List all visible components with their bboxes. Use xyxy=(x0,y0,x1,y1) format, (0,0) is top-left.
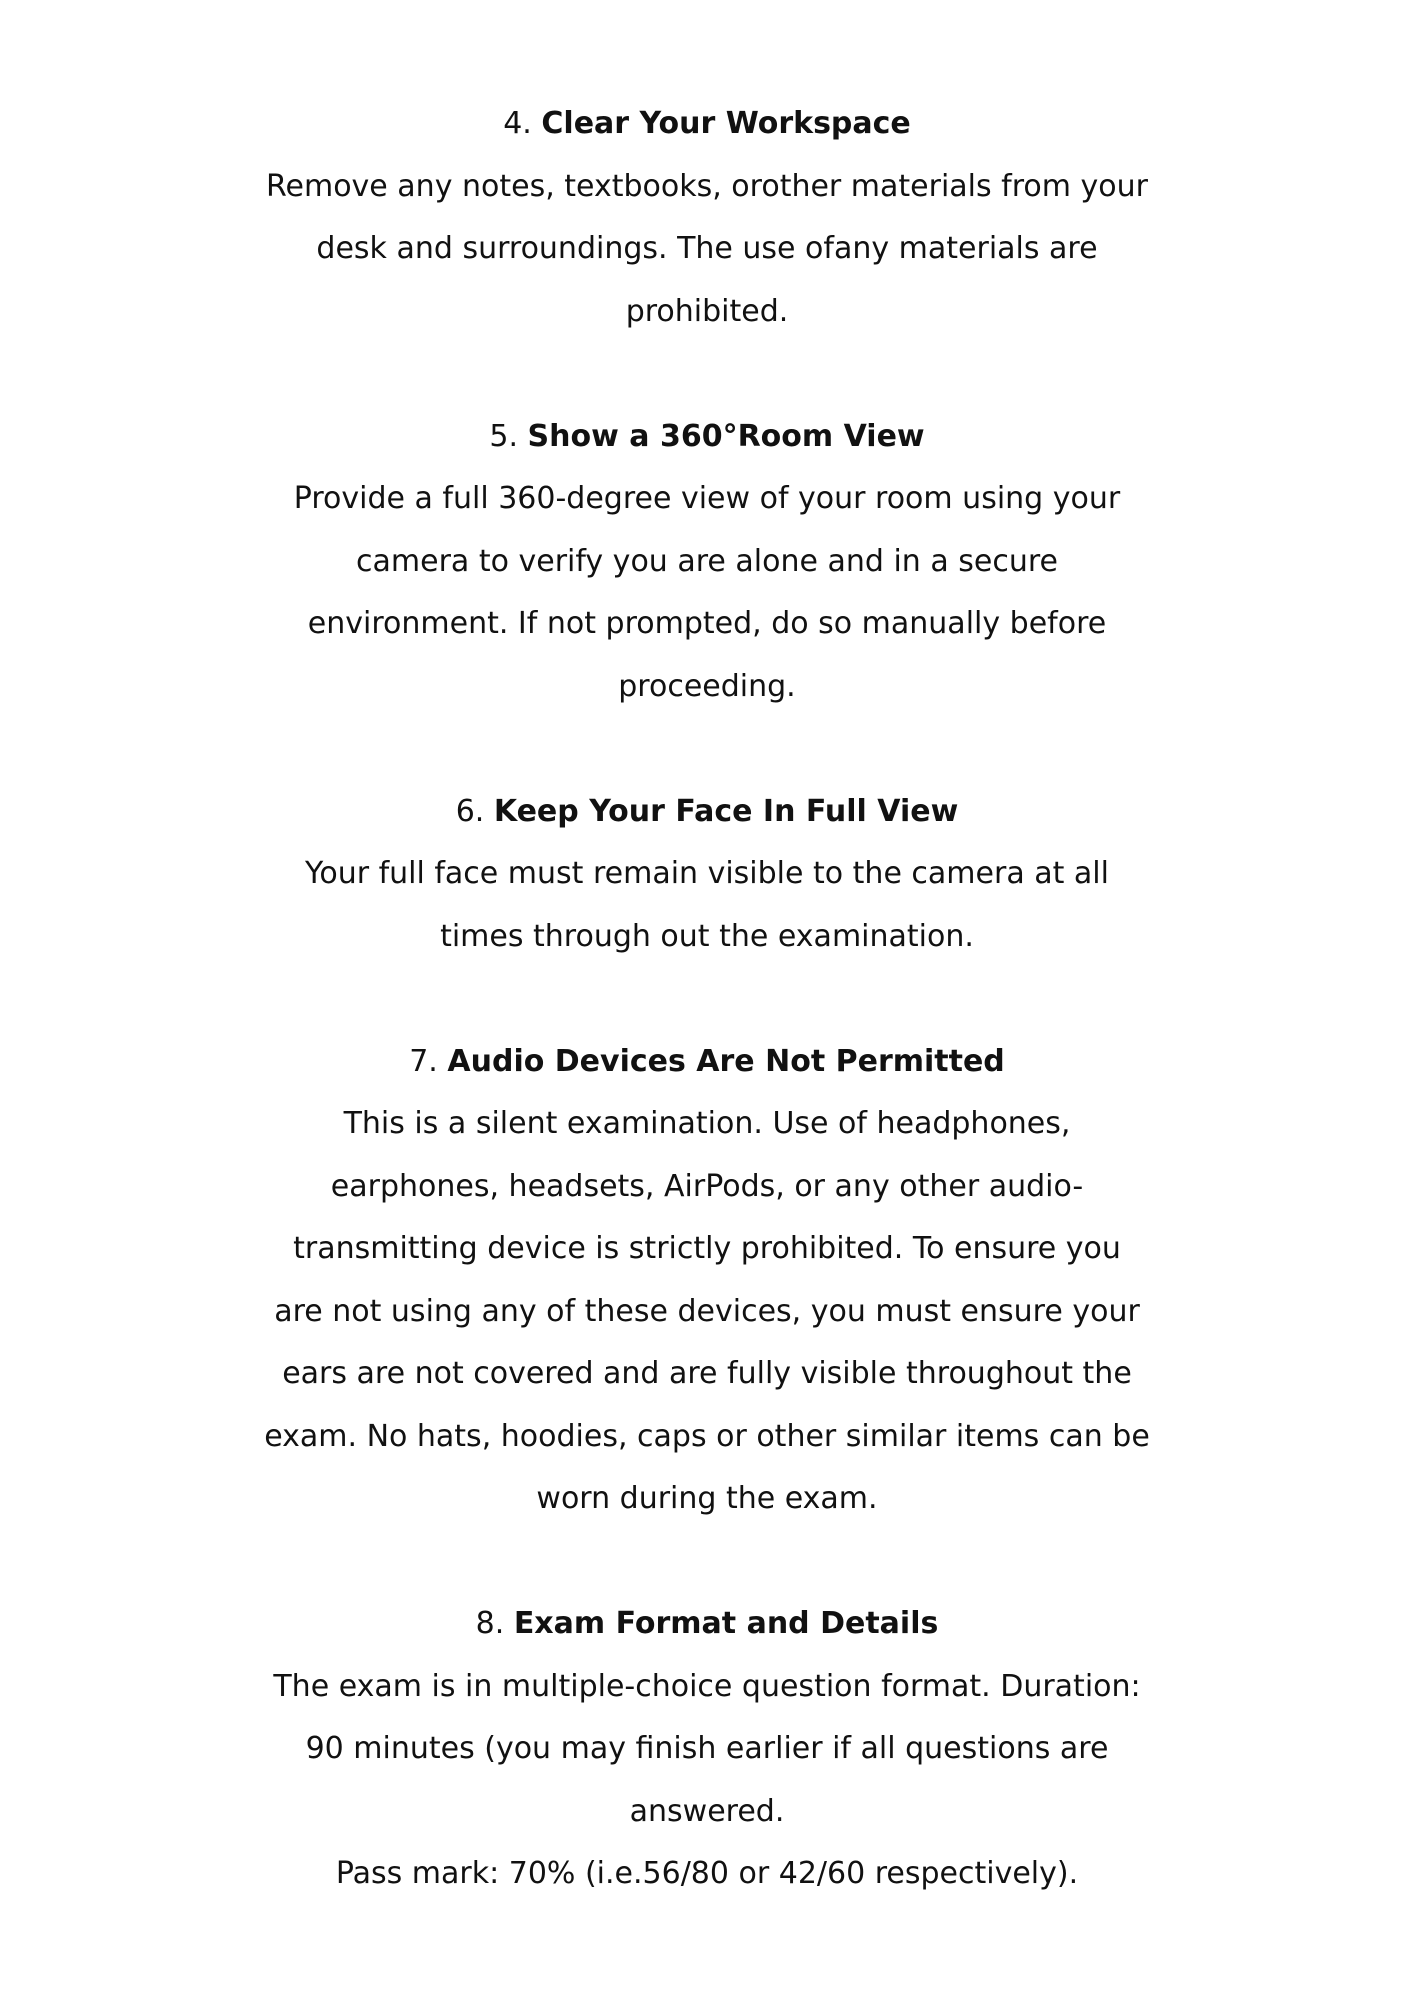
section-title: Keep Your Face In Full View xyxy=(493,793,959,829)
section-audio-devices xyxy=(0,1031,1414,1531)
section-exam-format xyxy=(0,1593,1414,1906)
body-line: Remove any notes, textbooks, orother materials from your xyxy=(266,168,1148,204)
section-number: 5. xyxy=(489,418,518,454)
body-line: This is a silent examination. Use of headphones, xyxy=(343,1106,1071,1141)
body-line: are not using any of these devices, you must ensure your xyxy=(274,1293,1140,1329)
body-line: environment. If not prompted, do so manually before xyxy=(307,606,1107,641)
section-number: 8. xyxy=(475,1606,505,1641)
section-heading xyxy=(0,1593,1414,1656)
section-heading xyxy=(0,93,1414,156)
body-line: times through out the examination. xyxy=(440,918,974,954)
body-line: ears are not covered and are fully visible throughout the xyxy=(282,1356,1132,1391)
body-line: 90 minutes (you may finish earlier if all questions are xyxy=(305,1731,1109,1766)
body-line: Your full face must remain visible to the camera at all xyxy=(305,856,1109,891)
section-title: Audio Devices Are Not Permitted xyxy=(447,1043,1005,1079)
section-face-view xyxy=(0,781,1414,969)
body-line: Provide a full 360-degree view of your room using your xyxy=(293,481,1121,516)
body-line: worn during the exam. xyxy=(536,1481,878,1516)
section-room-view xyxy=(0,406,1414,719)
body-line: The exam is in multiple-choice question format. Duration: xyxy=(273,1668,1141,1704)
pass-mark-line: Pass mark: 70% (i.e.56/80 or 42/60 respectively). xyxy=(335,1856,1079,1891)
section-number: 7. xyxy=(409,1043,438,1079)
section-title: Show a 360°Room View xyxy=(527,418,925,454)
body-line: prohibited. xyxy=(625,293,789,329)
section-heading xyxy=(0,1031,1414,1094)
section-clear-workspace xyxy=(0,93,1414,343)
document-page xyxy=(0,93,1414,1906)
section-title: Clear Your Workspace xyxy=(541,106,911,141)
section-number: 6. xyxy=(455,793,485,829)
body-line: earphones, headsets, AirPods, or any other audio- xyxy=(330,1168,1084,1204)
section-title: Exam Format and Details xyxy=(513,1606,939,1641)
section-heading xyxy=(0,406,1414,469)
body-line: desk and surroundings. The use ofany materials are xyxy=(316,231,1098,266)
body-line: camera to verify you are alone and in a secure xyxy=(356,543,1058,579)
body-line: answered. xyxy=(629,1793,785,1829)
body-line: exam. No hats, hoodies, caps or other similar items can be xyxy=(264,1418,1150,1454)
body-line: transmitting device is strictly prohibited. To ensure you xyxy=(293,1231,1121,1266)
section-heading xyxy=(0,781,1414,844)
section-number: 4. xyxy=(503,106,532,141)
body-line: proceeding. xyxy=(618,668,796,704)
